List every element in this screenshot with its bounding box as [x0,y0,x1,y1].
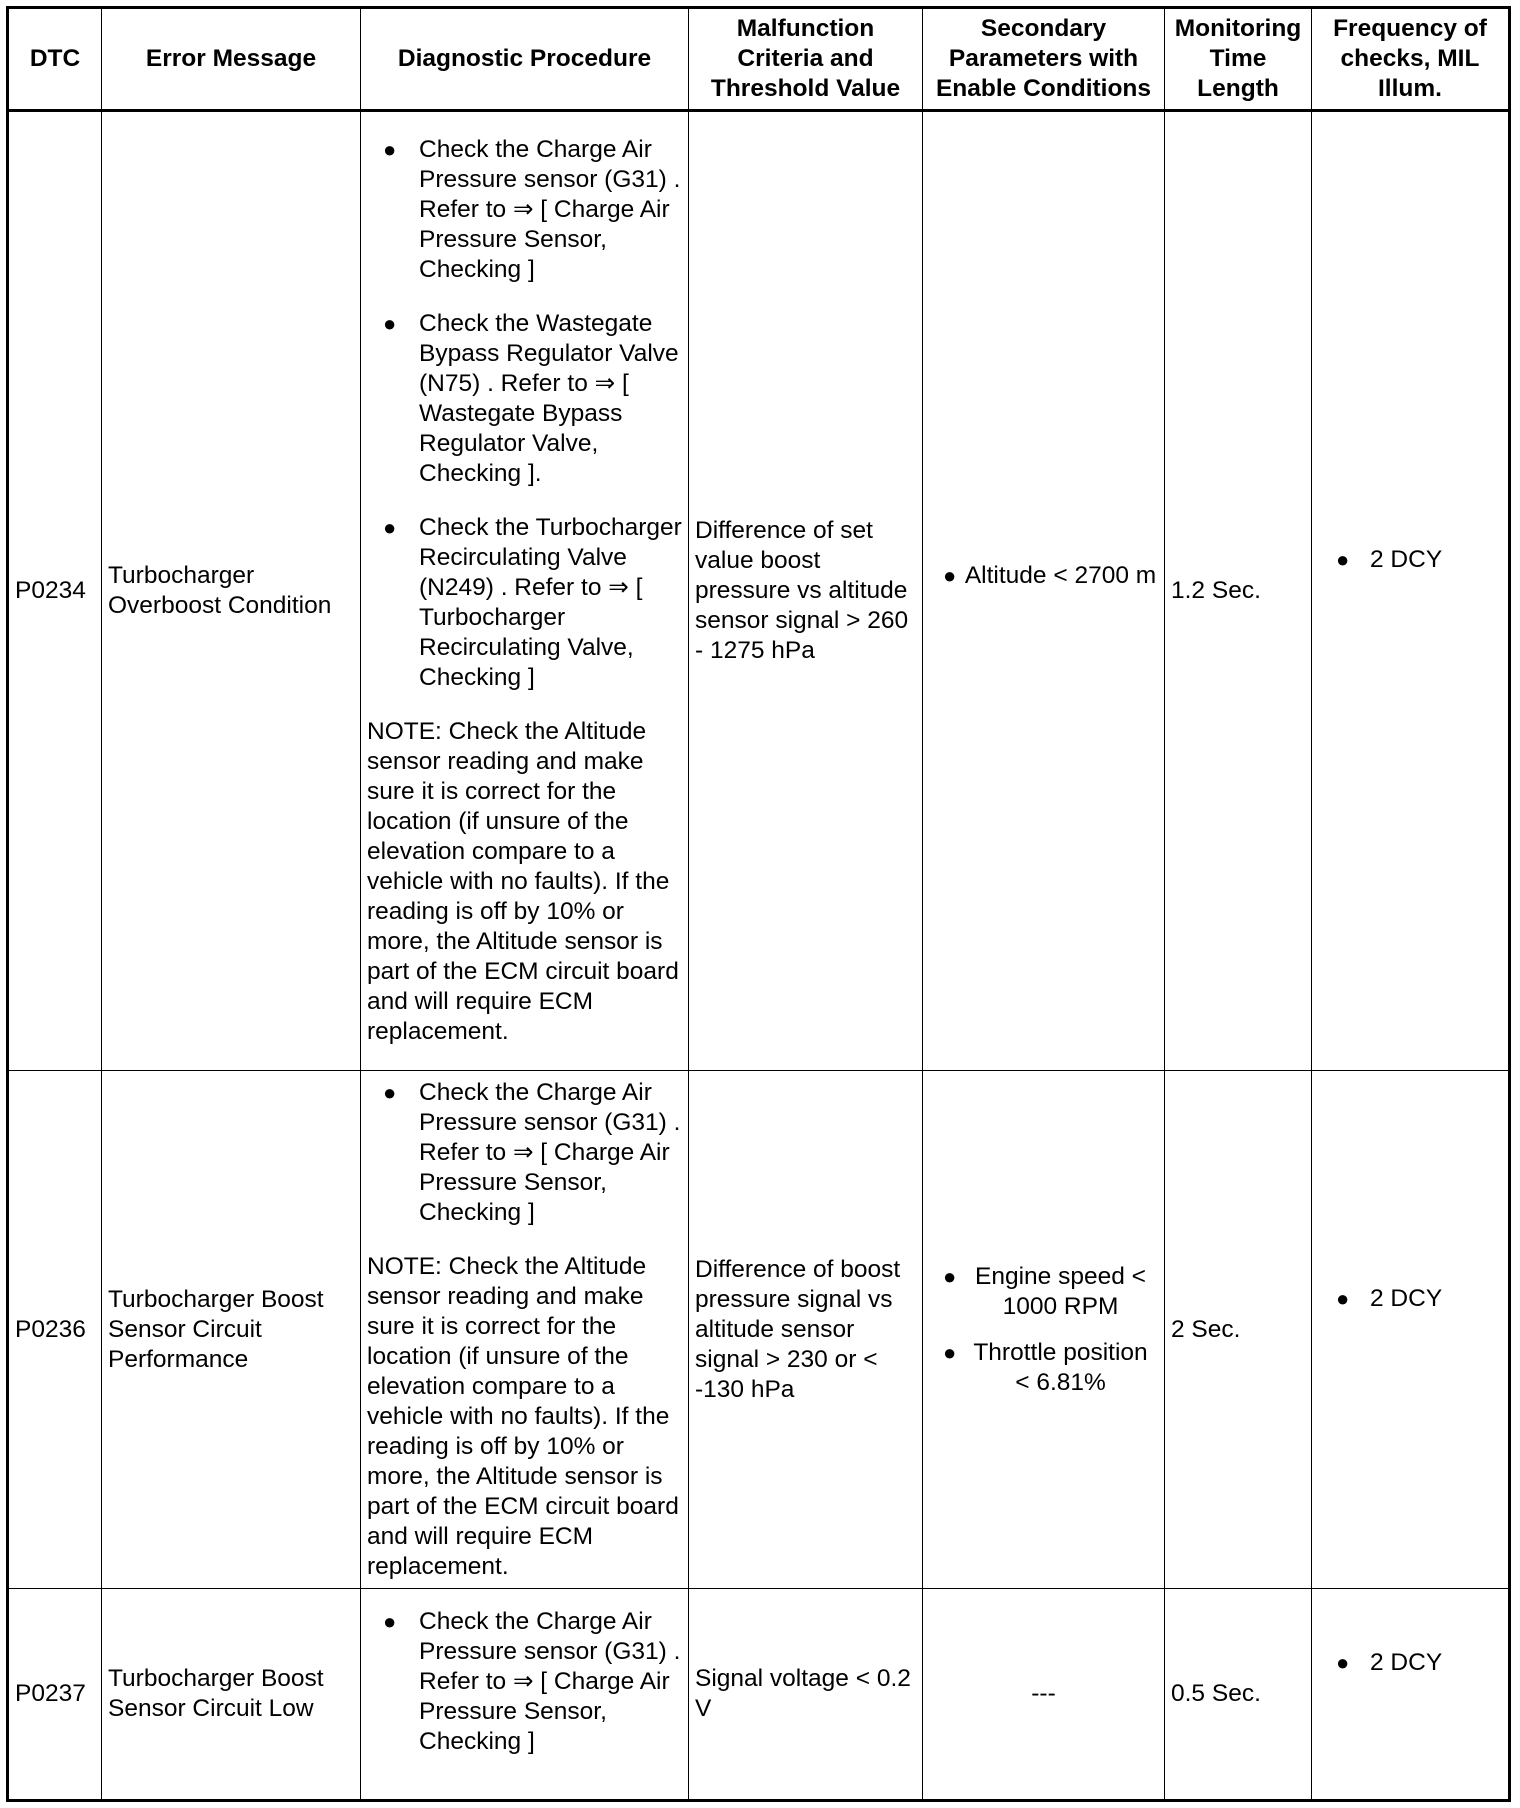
frequency-bullet: ● 2 DCY [1318,1284,1502,1314]
monitoring-time: 2 Sec. [1165,1071,1312,1589]
diag-bullet: ● Check the Charge Air Pressure sensor (G31) . Refer to ⇒ [ Charge Air Pressure Sensor, Checking ] [367,135,682,285]
header-dtc: DTC [8,8,102,111]
diagnostic-procedure [361,111,689,1071]
error-message: Turbocharger Boost Sensor Circuit Performance [102,1071,361,1589]
frequency-bullet: ● 2 DCY [1318,1648,1502,1678]
dtc-table [6,6,1511,1802]
table-row [8,1589,1510,1801]
secondary-parameters [923,1071,1165,1589]
dtc-code: P0236 [8,1071,102,1589]
header-secondary-parameters: Secondary Parameters with Enable Conditions [923,8,1165,111]
secondary-bullet: ● Altitude < 2700 m [929,561,1158,591]
diag-bullet: ● Check the Wastegate Bypass Regulator Valve (N75) . Refer to ⇒ [ Wastegate Bypass Regulator Valve, Checking ]. [367,309,682,489]
header-diagnostic-procedure: Diagnostic Procedure [361,8,689,111]
dtc-code: P0234 [8,111,102,1071]
diagnostic-procedure [361,1589,689,1801]
diag-note: NOTE: Check the Altitude sensor reading and make sure it is correct for the location (if unsure of the elevation compare to a vehicle with no faults). If the reading is off by 10% or more, the Altitude sensor is part of the ECM circuit board and will require ECM replacement. [367,718,679,1045]
malfunction-criteria: Signal voltage < 0.2 V [689,1589,923,1801]
frequency-bullet: ● 2 DCY [1318,545,1502,575]
diag-bullet: ● Check the Turbocharger Recirculating Valve (N249) . Refer to ⇒ [ Turbocharger Recirculating Valve, Checking ] [367,513,682,693]
malfunction-criteria: Difference of set value boost pressure vs altitude sensor signal > 260 - 1275 hPa [689,111,923,1071]
diag-bullet: ● Check the Charge Air Pressure sensor (G31) . Refer to ⇒ [ Charge Air Pressure Sensor, Checking ] [367,1607,682,1757]
frequency-cell [1312,1589,1510,1801]
header-row [8,8,1510,111]
secondary-bullet: ● Throttle position < 6.81% [929,1338,1158,1398]
dtc-code: P0237 [8,1589,102,1801]
diag-note: NOTE: Check the Altitude sensor reading and make sure it is correct for the location (if unsure of the elevation compare to a vehicle with no faults). If the reading is off by 10% or more, the Altitude sensor is part of the ECM circuit board and will require ECM replacement. [367,1252,679,1580]
monitoring-time: 1.2 Sec. [1165,111,1312,1071]
error-message: Turbocharger Boost Sensor Circuit Low [102,1589,361,1801]
header-frequency: Frequency of checks, MIL Illum. [1312,8,1510,111]
secondary-parameters [923,111,1165,1071]
frequency-cell [1312,111,1510,1071]
header-monitoring-time: Monitoring Time Length [1165,8,1312,111]
diag-bullet: ● Check the Charge Air Pressure sensor (G31) . Refer to ⇒ [ Charge Air Pressure Sensor, Checking ] [367,1078,682,1228]
header-error-message: Error Message [102,8,361,111]
diagnostic-procedure [361,1071,689,1589]
error-message: Turbocharger Overboost Condition [102,111,361,1071]
frequency-cell [1312,1071,1510,1589]
header-malfunction-criteria: Malfunction Criteria and Threshold Value [689,8,923,111]
malfunction-criteria: Difference of boost pressure signal vs altitude sensor signal > 230 or < -130 hPa [689,1071,923,1589]
secondary-bullet: ● Engine speed < 1000 RPM [929,1262,1158,1322]
secondary-parameters: --- [923,1589,1165,1801]
table-row [8,111,1510,1071]
monitoring-time: 0.5 Sec. [1165,1589,1312,1801]
table-row [8,1071,1510,1589]
